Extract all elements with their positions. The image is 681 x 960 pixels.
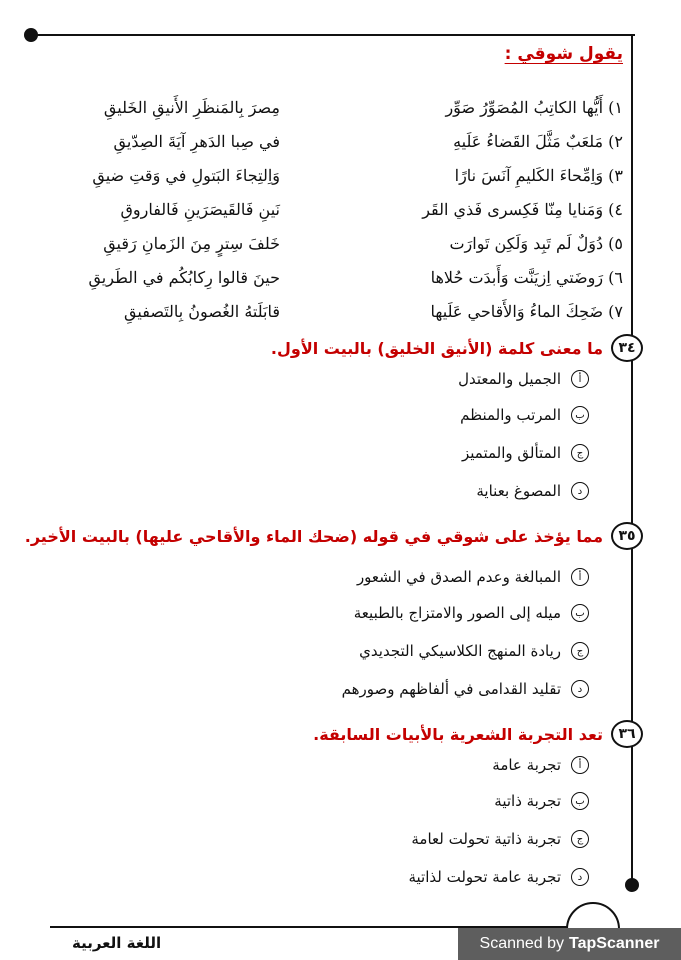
verse-second-half: مِصرَ بِالمَنظَرِ الأَنيقِ الخَليقِ xyxy=(103,97,280,117)
option-letter: ب xyxy=(571,406,589,424)
option-d[interactable] xyxy=(342,680,589,698)
question-text: تعد التجربة الشعرية بالأبيات السابقة. xyxy=(313,724,603,744)
option-b[interactable] xyxy=(494,792,589,810)
option-a[interactable] xyxy=(458,370,589,388)
option-letter: ب xyxy=(571,792,589,810)
top-rule xyxy=(30,34,635,36)
verse-first-half: ٧) ضَحِكَ الماءُ وَالأَقاحي عَلَيها xyxy=(430,301,623,321)
option-b[interactable] xyxy=(354,604,589,622)
option-text: المبالغة وعدم الصدق في الشعور xyxy=(356,568,561,586)
option-letter: أ xyxy=(571,756,589,774)
right-rule xyxy=(631,34,633,886)
option-c[interactable] xyxy=(359,642,589,660)
option-text: تقليد القدامى في ألفاظهم وصورهم xyxy=(341,680,561,698)
verse xyxy=(30,90,623,124)
question-34 xyxy=(271,334,643,362)
option-letter: ج xyxy=(571,444,589,462)
option-a[interactable] xyxy=(357,568,589,586)
option-text: المصوغ بعناية xyxy=(476,482,561,500)
option-letter: د xyxy=(571,868,589,886)
option-letter: د xyxy=(571,680,589,698)
bottom-right-dot xyxy=(625,878,639,892)
verse xyxy=(30,294,623,328)
option-text: تجربة ذاتية تحولت لعامة xyxy=(411,830,561,848)
verse xyxy=(30,158,623,192)
verse-second-half: حينَ قالوا رِكابُكُم في الطَريقِ xyxy=(88,267,280,287)
watermark-prefix: Scanned by xyxy=(479,935,565,952)
option-letter: ج xyxy=(571,642,589,660)
verse-first-half: ٤) وَمَنايا مِنّا فَكِسرى فَذي القَر xyxy=(422,199,623,219)
verse-second-half: في صِبا الدَهرِ آيَةَ الصِدّيقِ xyxy=(113,131,280,151)
option-d[interactable] xyxy=(408,868,589,886)
verse-second-half: وَاِلتِجاءَ البَتولِ في وَقتِ ضيقِ xyxy=(92,165,280,185)
question-text: ما معنى كلمة (الأنيق الخليق) بالبيت الأول. xyxy=(270,338,603,358)
verse xyxy=(30,260,623,294)
scanner-watermark xyxy=(458,928,681,960)
option-c[interactable] xyxy=(462,444,589,462)
option-letter: ج xyxy=(571,830,589,848)
option-letter: أ xyxy=(571,370,589,388)
question-number: ٣٦ xyxy=(611,720,643,748)
option-b[interactable] xyxy=(460,406,589,424)
verse-first-half: ١) أَيُّها الكاتِبُ المُصَوِّرُ صَوِّر xyxy=(445,97,623,117)
poem xyxy=(30,90,623,328)
verse-second-half: نَينِ فَالقَيصَرَينِ فَالفاروقِ xyxy=(120,199,280,219)
question-text: مما يؤخذ على شوقي في قوله (ضحك الماء والأقاحي عليها) بالبيت الأخير. xyxy=(24,526,603,546)
watermark-brand: TapScanner xyxy=(569,935,660,952)
subject-label: اللغة العربية xyxy=(72,934,162,952)
verse-first-half: ٥) دُوَلٌ لَم تَبِد وَلَكِن تَوارَت xyxy=(449,233,623,253)
question-number: ٣٥ xyxy=(611,522,643,550)
verse-second-half: قابَلَتهُ الغُصونُ بِالتَصفيقِ xyxy=(124,301,280,321)
verse xyxy=(30,124,623,158)
option-text: تجربة عامة تحولت لذاتية xyxy=(408,868,561,886)
question-36 xyxy=(313,720,643,748)
option-text: تجربة ذاتية xyxy=(494,792,561,810)
option-text: المتألق والمتميز xyxy=(461,444,561,462)
option-a[interactable] xyxy=(492,756,589,774)
verse xyxy=(30,192,623,226)
option-c[interactable] xyxy=(411,830,589,848)
top-left-dot xyxy=(24,28,38,42)
option-letter: أ xyxy=(571,568,589,586)
option-text: الجميل والمعتدل xyxy=(458,370,561,388)
verse-first-half: ٢) مَلعَبٌ مَثَّلَ القَضاءُ عَلَيهِ xyxy=(453,131,623,151)
option-text: ميله إلى الصور والامتزاج بالطبيعة xyxy=(353,604,561,622)
verse-first-half: ٦) رَوضَتي اِزيَنَّت وَأَبدَت حُلاها xyxy=(430,267,623,287)
verse-first-half: ٣) وَاِمِّحاءَ الكَليمِ آنَسَ نارًا xyxy=(454,165,623,185)
question-35 xyxy=(25,522,643,550)
option-letter: ب xyxy=(571,604,589,622)
option-text: المرتب والمنظم xyxy=(460,406,561,424)
verse-second-half: خَلفَ سِترٍ مِنَ الزَمانِ رَقيقِ xyxy=(103,233,280,253)
option-d[interactable] xyxy=(476,482,589,500)
option-letter: د xyxy=(571,482,589,500)
option-text: ريادة المنهج الكلاسيكي التجديدي xyxy=(359,642,561,660)
option-text: تجربة عامة xyxy=(492,756,561,774)
poem-heading: يقول شوقي : xyxy=(504,44,623,64)
verse xyxy=(30,226,623,260)
question-number: ٣٤ xyxy=(611,334,643,362)
